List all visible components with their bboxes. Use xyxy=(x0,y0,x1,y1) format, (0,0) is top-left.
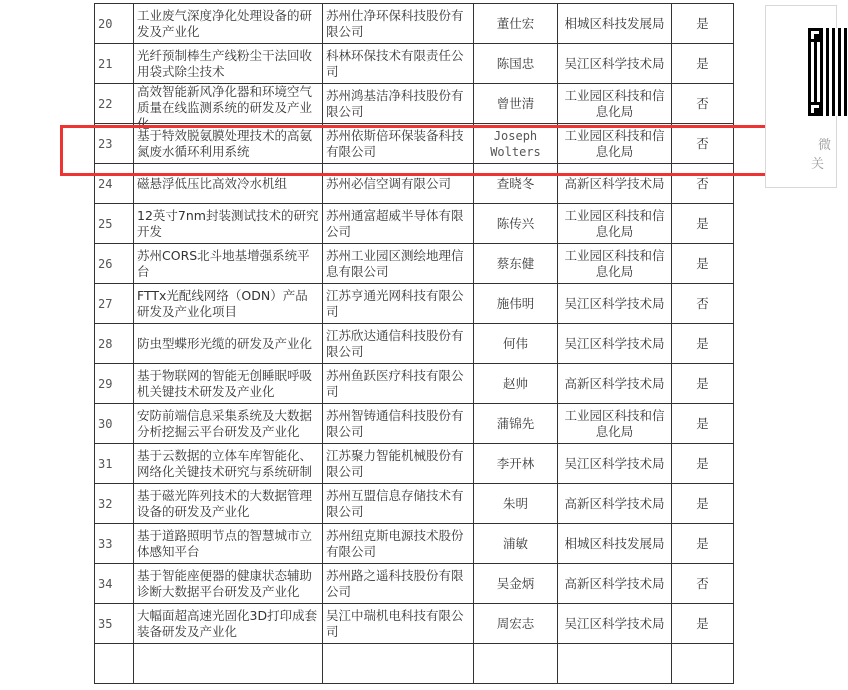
bureau-name xyxy=(558,4,672,44)
project-name-text: 磁悬浮低压比高效冷水机组 xyxy=(137,175,288,191)
person-name-text: 周宏志 xyxy=(496,615,535,631)
bureau-name xyxy=(558,404,672,444)
table-row xyxy=(95,564,734,604)
flag-value xyxy=(672,364,734,404)
project-name-text: 光纤预制棒生产线粉尘干法回收用袋式除尘技术 xyxy=(137,47,313,79)
table-row xyxy=(95,364,734,404)
project-name xyxy=(134,84,323,131)
person-name-text: 浦敏 xyxy=(502,535,528,551)
bureau-name xyxy=(558,164,672,204)
bureau-name xyxy=(558,244,672,284)
company-name-text: 苏州鱼跃医疗科技有限公司 xyxy=(326,367,464,399)
table-row xyxy=(95,204,734,244)
company-name xyxy=(323,4,474,44)
row-number-text: 35 xyxy=(98,616,113,631)
empty-cell xyxy=(672,644,734,684)
company-name-text: 科林环保技术有限责任公司 xyxy=(326,47,464,79)
row-number xyxy=(95,324,134,364)
company-name-text: 苏州智铸通信科技股份有限公司 xyxy=(326,407,464,439)
project-name-text: 大幅面超高速光固化3D打印成套装备研发及产业化 xyxy=(137,607,318,639)
company-name-text: 苏州通富超威半导体有限公司 xyxy=(326,207,464,239)
bureau-name-text: 工业园区科技和信息化局 xyxy=(564,247,665,279)
flag-value-text: 否 xyxy=(696,295,709,311)
company-name xyxy=(323,444,474,484)
table-row-partial xyxy=(95,644,734,684)
project-name-text: 高效智能新风净化器和环境空气质量在线监测系统的研发及产业化 xyxy=(137,84,313,131)
person-name-text: 陈国忠 xyxy=(496,55,535,71)
row-number-text: 28 xyxy=(98,336,113,351)
row-number xyxy=(95,84,134,124)
table-row xyxy=(95,4,734,44)
person-name-text: 陈传兴 xyxy=(496,215,535,231)
company-name xyxy=(323,44,474,84)
project-name-text: 基于道路照明节点的智慧城市立体感知平台 xyxy=(137,527,313,559)
company-name-text: 吴江中瑞机电科技有限公司 xyxy=(326,607,464,639)
flag-value xyxy=(672,444,734,484)
row-number-text: 21 xyxy=(98,56,113,71)
person-name-text: 朱明 xyxy=(502,495,528,511)
company-name-text: 江苏聚力智能机械股份有限公司 xyxy=(326,447,464,479)
bureau-name-text: 高新区科学技术局 xyxy=(564,575,665,591)
project-name xyxy=(134,564,323,604)
bureau-name-text: 工业园区科技和信息化局 xyxy=(564,87,665,119)
bureau-name-text: 吴江区科学技术局 xyxy=(564,295,665,311)
table-row xyxy=(95,124,734,164)
company-name xyxy=(323,524,474,564)
row-number-text: 20 xyxy=(98,16,113,31)
flag-value xyxy=(672,244,734,284)
empty-cell xyxy=(323,644,474,684)
row-number-text: 29 xyxy=(98,376,113,391)
project-name xyxy=(134,284,323,324)
person-name xyxy=(474,124,558,164)
person-name xyxy=(474,444,558,484)
company-name-text: 苏州仕净环保科技股份有限公司 xyxy=(326,7,464,39)
project-name-text: 安防前端信息采集系统及大数据分析挖掘云平台研发及产业化 xyxy=(137,407,313,439)
empty-cell xyxy=(134,644,323,684)
company-name xyxy=(323,204,474,244)
project-name xyxy=(134,364,323,404)
row-number xyxy=(95,4,134,44)
flag-value xyxy=(672,44,734,84)
person-name-text: 蔡东健 xyxy=(496,255,535,271)
project-name-text: 工业废气深度净化处理设备的研发及产业化 xyxy=(137,7,313,39)
flag-value-text: 是 xyxy=(696,335,709,351)
project-table xyxy=(94,3,734,684)
row-number xyxy=(95,564,134,604)
row-number xyxy=(95,404,134,444)
company-name xyxy=(323,404,474,444)
flag-value xyxy=(672,84,734,124)
company-name-text: 苏州鸿基洁净科技股份有限公司 xyxy=(326,87,464,119)
row-number-text: 24 xyxy=(98,176,113,191)
company-name xyxy=(323,124,474,164)
project-name-text: FTTx光配线网络（ODN）产品研发及产业化项目 xyxy=(137,287,308,319)
person-name xyxy=(474,204,558,244)
company-name-text: 苏州互盟信息存储技术有限公司 xyxy=(326,487,464,519)
bureau-name xyxy=(558,44,672,84)
flag-value xyxy=(672,324,734,364)
project-name-text: 基于特效脱氨膜处理技术的高氨氮废水循环利用系统 xyxy=(137,127,313,159)
flag-value xyxy=(672,564,734,604)
project-name-text: 基于云数据的立体车库智能化、网络化关键技术研究与系统研制 xyxy=(137,447,313,479)
person-name xyxy=(474,604,558,644)
row-number xyxy=(95,124,134,164)
row-number xyxy=(95,204,134,244)
bureau-name xyxy=(558,364,672,404)
person-name xyxy=(474,284,558,324)
row-number-text: 30 xyxy=(98,416,113,431)
qr-code-icon xyxy=(808,28,848,116)
person-name xyxy=(474,364,558,404)
row-number-text: 22 xyxy=(98,96,113,111)
row-number-text: 26 xyxy=(98,256,113,271)
company-name-text: 江苏亨通光网科技有限公司 xyxy=(326,287,464,319)
bureau-name-text: 相城区科技发展局 xyxy=(564,15,665,31)
flag-value-text: 是 xyxy=(696,215,709,231)
flag-value-text: 是 xyxy=(696,55,709,71)
company-name-text: 苏州纽克斯电源技术股份有限公司 xyxy=(326,527,464,559)
flag-value-text: 是 xyxy=(696,615,709,631)
project-name xyxy=(134,4,323,44)
project-name-text: 12英寸7nm封装测试技术的研究开发 xyxy=(137,207,319,239)
side-text-follow-2: 关 xyxy=(811,157,825,172)
row-number-text: 33 xyxy=(98,536,113,551)
company-name xyxy=(323,364,474,404)
company-name xyxy=(323,84,474,124)
company-name xyxy=(323,484,474,524)
bureau-name-text: 吴江区科学技术局 xyxy=(564,615,665,631)
row-number xyxy=(95,444,134,484)
person-name xyxy=(474,244,558,284)
flag-value xyxy=(672,404,734,444)
table-row xyxy=(95,44,734,84)
row-number xyxy=(95,44,134,84)
project-name-text: 苏州CORS北斗地基增强系统平台 xyxy=(137,247,310,279)
table-row xyxy=(95,284,734,324)
project-name xyxy=(134,124,323,164)
row-number-text: 32 xyxy=(98,496,113,511)
table-row xyxy=(95,404,734,444)
company-name xyxy=(323,164,474,204)
company-name-text: 江苏欣达通信科技股份有限公司 xyxy=(326,327,464,359)
person-name-text: 查晓冬 xyxy=(496,175,535,191)
row-number xyxy=(95,244,134,284)
project-name xyxy=(134,484,323,524)
flag-value xyxy=(672,284,734,324)
bureau-name-text: 高新区科学技术局 xyxy=(564,375,665,391)
company-name xyxy=(323,604,474,644)
person-name xyxy=(474,484,558,524)
row-number xyxy=(95,284,134,324)
table-row xyxy=(95,604,734,644)
bureau-name xyxy=(558,444,672,484)
table-row xyxy=(95,324,734,364)
flag-value xyxy=(672,524,734,564)
project-name xyxy=(134,444,323,484)
qr-side-panel xyxy=(765,5,837,188)
table-row xyxy=(95,524,734,564)
person-name xyxy=(474,404,558,444)
project-name xyxy=(134,604,323,644)
table-row xyxy=(95,444,734,484)
row-number xyxy=(95,164,134,204)
flag-value xyxy=(672,4,734,44)
project-name-text: 防虫型蝶形光缆的研发及产业化 xyxy=(137,335,313,351)
table-row xyxy=(95,484,734,524)
company-name xyxy=(323,564,474,604)
empty-cell xyxy=(474,644,558,684)
project-name xyxy=(134,524,323,564)
project-name xyxy=(134,44,323,84)
flag-value-text: 是 xyxy=(696,495,709,511)
person-name-text: 施伟明 xyxy=(496,295,535,311)
flag-value xyxy=(672,604,734,644)
company-name-text: 苏州依斯倍环保装备科技有限公司 xyxy=(326,127,464,159)
flag-value xyxy=(672,164,734,204)
empty-cell xyxy=(558,644,672,684)
bureau-name xyxy=(558,324,672,364)
company-name-text: 苏州必信空调有限公司 xyxy=(326,175,452,191)
flag-value-text: 是 xyxy=(696,415,709,431)
bureau-name-text: 吴江区科学技术局 xyxy=(564,55,665,71)
project-name xyxy=(134,164,323,204)
person-name-text: 吴金炳 xyxy=(496,575,535,591)
project-name xyxy=(134,204,323,244)
person-name-text: Joseph Wolters xyxy=(490,128,541,159)
flag-value-text: 是 xyxy=(696,375,709,391)
flag-value-text: 是 xyxy=(696,455,709,471)
bureau-name xyxy=(558,604,672,644)
project-name xyxy=(134,324,323,364)
company-name-text: 苏州路之遥科技股份有限公司 xyxy=(326,567,464,599)
bureau-name-text: 工业园区科技和信息化局 xyxy=(564,127,665,159)
row-number-text: 31 xyxy=(98,456,113,471)
row-number-text: 25 xyxy=(98,216,113,231)
row-number-text: 23 xyxy=(98,136,113,151)
bureau-name xyxy=(558,524,672,564)
bureau-name-text: 相城区科技发展局 xyxy=(564,535,665,551)
flag-value-text: 是 xyxy=(696,535,709,551)
company-name xyxy=(323,284,474,324)
person-name xyxy=(474,524,558,564)
project-name-text: 基于磁光阵列技术的大数据管理设备的研发及产业化 xyxy=(137,487,313,519)
flag-value-text: 否 xyxy=(696,95,709,111)
flag-value-text: 否 xyxy=(696,135,709,151)
bureau-name-text: 工业园区科技和信息化局 xyxy=(564,407,665,439)
flag-value-text: 是 xyxy=(696,15,709,31)
flag-value-text: 否 xyxy=(696,575,709,591)
flag-value xyxy=(672,124,734,164)
row-number xyxy=(95,524,134,564)
side-text-follow: 微 xyxy=(818,138,832,153)
row-number-text: 34 xyxy=(98,576,113,591)
bureau-name xyxy=(558,564,672,604)
bureau-name-text: 工业园区科技和信息化局 xyxy=(564,207,665,239)
person-name xyxy=(474,164,558,204)
person-name-text: 何伟 xyxy=(502,335,528,351)
row-number xyxy=(95,364,134,404)
table-row xyxy=(95,84,734,124)
table-row xyxy=(95,164,734,204)
flag-value xyxy=(672,484,734,524)
person-name xyxy=(474,4,558,44)
table-row xyxy=(95,244,734,284)
person-name-text: 曾世清 xyxy=(496,95,535,111)
project-name-text: 基于智能座便器的健康状态辅助诊断大数据平台研发及产业化 xyxy=(137,567,313,599)
project-name xyxy=(134,244,323,284)
person-name xyxy=(474,84,558,124)
project-name-text: 基于物联网的智能无创睡眠呼吸机关键技术研发及产业化 xyxy=(137,367,313,399)
row-number xyxy=(95,484,134,524)
bureau-name xyxy=(558,284,672,324)
bureau-name xyxy=(558,484,672,524)
row-number-text: 27 xyxy=(98,296,113,311)
project-name xyxy=(134,404,323,444)
empty-cell xyxy=(95,644,134,684)
person-name-text: 李开林 xyxy=(496,455,535,471)
flag-value-text: 否 xyxy=(696,175,709,191)
bureau-name-text: 吴江区科学技术局 xyxy=(564,335,665,351)
person-name xyxy=(474,564,558,604)
bureau-name xyxy=(558,204,672,244)
bureau-name xyxy=(558,84,672,124)
row-number xyxy=(95,604,134,644)
flag-value-text: 是 xyxy=(696,255,709,271)
company-name-text: 苏州工业园区测绘地理信息有限公司 xyxy=(326,247,464,279)
person-name-text: 蒲锦先 xyxy=(496,415,535,431)
bureau-name-text: 高新区科学技术局 xyxy=(564,175,665,191)
person-name-text: 赵帅 xyxy=(502,375,528,391)
company-name xyxy=(323,324,474,364)
company-name xyxy=(323,244,474,284)
flag-value xyxy=(672,204,734,244)
person-name xyxy=(474,324,558,364)
person-name-text: 董仕宏 xyxy=(496,15,535,31)
bureau-name xyxy=(558,124,672,164)
person-name xyxy=(474,44,558,84)
bureau-name-text: 吴江区科学技术局 xyxy=(564,455,665,471)
bureau-name-text: 高新区科学技术局 xyxy=(564,495,665,511)
